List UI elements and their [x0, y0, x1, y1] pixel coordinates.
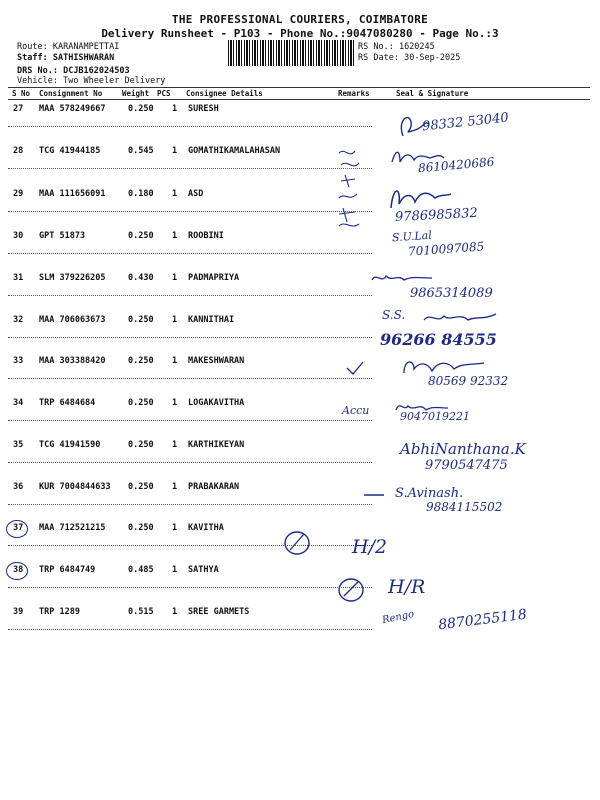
- handwritten-mark-38: H/R: [388, 576, 426, 598]
- row-consignment: MAA 712521215: [39, 523, 106, 533]
- row-sno: 35: [13, 440, 24, 450]
- table-row: [0, 356, 600, 398]
- vehicle-value: Two Wheeler Delivery: [63, 76, 166, 86]
- row-consignment: TCG 41941590: [39, 440, 101, 450]
- handwritten-phone-31: 9865314089: [410, 286, 493, 301]
- runsheet-title: Delivery Runsheet - P103 - Phone No.:9047080280 - Page No.:3: [101, 27, 499, 40]
- row-sno: 38: [13, 565, 24, 575]
- row-37-circle-mark: [6, 520, 28, 538]
- table-row: [0, 189, 600, 231]
- row-consignee: LOGAKAVITHA: [188, 398, 245, 408]
- company-title: THE PROFESSIONAL COURIERS, COIMBATORE: [171, 13, 429, 26]
- remark-dash-36: [362, 490, 386, 500]
- table-row: [0, 482, 600, 524]
- row-consignment: MAA 578249667: [39, 104, 106, 114]
- row-sno: 32: [13, 315, 24, 325]
- signature-31: [368, 268, 438, 288]
- row-consignee: ASD: [188, 189, 204, 199]
- row-weight: 0.515: [128, 607, 154, 617]
- row-separator: [8, 253, 372, 254]
- remark-circle-37: [282, 528, 312, 558]
- handwritten-phone-27: 98332 53040: [421, 110, 510, 135]
- row-consignment: KUR 7004844633: [39, 482, 111, 492]
- row-sno: 28: [13, 146, 24, 156]
- row-sno: 33: [13, 356, 24, 366]
- row-separator: [8, 629, 372, 630]
- row-weight: 0.250: [128, 231, 154, 241]
- handwritten-phone-34: 9047019221: [400, 410, 470, 423]
- row-separator: [8, 587, 372, 588]
- row-sno: 30: [13, 231, 24, 241]
- row-consignee: SREE GARMETS: [188, 607, 250, 617]
- handwritten-name-35: AbhiNanthana.K: [400, 440, 526, 458]
- row-sno: 39: [13, 607, 24, 617]
- row-consignment: MAA 303388420: [39, 356, 106, 366]
- handwritten-phone-32: 96266 84555: [380, 330, 497, 349]
- row-consignee: GOMATHIKAMALAHASAN: [188, 146, 281, 156]
- table-row: [0, 104, 600, 146]
- col-remarks: Remarks: [338, 89, 370, 98]
- col-consignment: Consignment No: [39, 89, 103, 98]
- handwritten-phone-28: 8610420686: [417, 154, 495, 176]
- row-pcs: 1: [172, 315, 178, 325]
- row-consignment: TRP 6484684: [39, 398, 96, 408]
- remark-scribble-29: [335, 190, 365, 232]
- handwritten-remark-34: Accu: [342, 404, 370, 417]
- row-weight: 0.545: [128, 146, 154, 156]
- row-separator: [8, 462, 372, 463]
- row-pcs: 1: [172, 146, 178, 156]
- row-pcs: 1: [172, 231, 178, 241]
- col-consignee: Consignee Details: [186, 89, 263, 98]
- rs-date-value: 30-Sep-2025: [404, 53, 461, 63]
- row-sno: 27: [13, 104, 24, 114]
- handwritten-phone-30: 7010097085: [407, 239, 485, 259]
- row-consignment: TRP 1289: [39, 607, 80, 617]
- handwritten-mark-37: H/2: [352, 536, 388, 558]
- drs-line: [17, 66, 130, 76]
- row-sno: 31: [13, 273, 24, 283]
- table-row: [0, 273, 600, 315]
- col-pcs: PCS: [157, 89, 171, 98]
- row-consignee: PRABAKARAN: [188, 482, 240, 492]
- row-separator: [8, 295, 372, 296]
- vehicle-line: [17, 76, 165, 86]
- row-weight: 0.250: [128, 104, 154, 114]
- header-top-rule: [8, 87, 590, 88]
- drs-label: DRS No.:: [17, 66, 58, 76]
- row-pcs: 1: [172, 104, 178, 114]
- row-38-circle-mark: [6, 562, 28, 580]
- rs-date-line: [358, 53, 460, 63]
- table-row: [0, 146, 600, 188]
- row-pcs: 1: [172, 356, 178, 366]
- row-consignment: SLM 379226205: [39, 273, 106, 283]
- row-weight: 0.250: [128, 315, 154, 325]
- staff-value: SATHISHWARAN: [52, 53, 115, 63]
- row-weight: 0.250: [128, 440, 154, 450]
- row-separator: [8, 420, 372, 421]
- row-weight: 0.250: [128, 356, 154, 366]
- handwritten-phone-36: 9884115502: [426, 500, 503, 514]
- row-sno: 37: [13, 523, 24, 533]
- row-separator: [8, 211, 372, 212]
- route-label: Route:: [17, 42, 48, 52]
- row-weight: 0.250: [128, 523, 154, 533]
- row-consignee: KARTHIKEYAN: [188, 440, 245, 450]
- staff-label: Staff:: [17, 53, 48, 63]
- row-pcs: 1: [172, 523, 178, 533]
- row-weight: 0.180: [128, 189, 154, 199]
- row-pcs: 1: [172, 565, 178, 575]
- route-value: KARANAMPETTAI: [52, 42, 120, 52]
- row-separator: [8, 545, 372, 546]
- row-pcs: 1: [172, 482, 178, 492]
- staff-line: [17, 53, 114, 63]
- row-consignee: SATHYA: [188, 565, 219, 575]
- handwritten-phone-39: 8870255118: [437, 606, 528, 634]
- remark-circle-38: [336, 576, 366, 604]
- row-weight: 0.250: [128, 398, 154, 408]
- row-consignee: KANNITHAI: [188, 315, 235, 325]
- row-consignment: MAA 706063673: [39, 315, 106, 325]
- row-pcs: 1: [172, 273, 178, 283]
- row-consignment: MAA 111656091: [39, 189, 106, 199]
- row-weight: 0.430: [128, 273, 154, 283]
- table-row: [0, 565, 600, 607]
- table-row: [0, 228, 600, 273]
- col-seal: Seal & Signature: [396, 89, 469, 98]
- handwritten-name-30: S.U.Lal: [391, 228, 433, 245]
- handwritten-phone-29: 9786985832: [394, 205, 479, 226]
- row-consignment: TRP 6484749: [39, 565, 96, 575]
- rs-date-label: RS Date:: [358, 53, 399, 63]
- row-sno: 36: [13, 482, 24, 492]
- row-consignee: PADMAPRIYA: [188, 273, 240, 283]
- rs-no-line: [358, 42, 435, 52]
- header-bottom-rule: [8, 99, 590, 100]
- handwritten-name-32: S.S.: [382, 308, 406, 322]
- row-separator: [8, 168, 372, 169]
- row-separator: [8, 378, 372, 379]
- remark-tick-33: [345, 360, 365, 378]
- handwritten-remark-39: Rengo: [381, 608, 416, 627]
- barcode: [228, 40, 354, 66]
- row-consignment: TCG 41944185: [39, 146, 101, 156]
- row-consignment: GPT 51873: [39, 231, 86, 241]
- handwritten-name-36: S.Avinash.: [395, 486, 464, 501]
- table-row: [0, 398, 600, 440]
- rs-no-value: 1620245: [398, 42, 435, 52]
- row-consignee: MAKESHWARAN: [188, 356, 245, 366]
- row-sno: 34: [13, 398, 24, 408]
- row-consignee: KAVITHA: [188, 523, 224, 533]
- row-pcs: 1: [172, 440, 178, 450]
- drs-value: DCJB162024503: [63, 66, 130, 76]
- handwritten-phone-35: 9790547475: [425, 458, 508, 473]
- row-separator: [8, 504, 372, 505]
- rs-no-label: RS No.:: [358, 42, 394, 52]
- row-sno: 29: [13, 189, 24, 199]
- row-weight: 0.250: [128, 482, 154, 492]
- col-weight: Weight: [122, 89, 150, 98]
- row-pcs: 1: [172, 398, 178, 408]
- remark-scribble-28: [335, 145, 365, 190]
- signature-32: [420, 308, 500, 328]
- table-row: [0, 315, 600, 357]
- route-line: [17, 42, 119, 52]
- col-sno: S No: [12, 89, 31, 98]
- row-consignee: ROOBINI: [188, 231, 224, 241]
- row-pcs: 1: [172, 189, 178, 199]
- row-consignee: SURESH: [188, 104, 219, 114]
- row-pcs: 1: [172, 607, 178, 617]
- vehicle-label: Vehicle:: [17, 76, 58, 86]
- row-weight: 0.485: [128, 565, 154, 575]
- handwritten-phone-33: 80569 92332: [428, 374, 509, 388]
- row-separator: [8, 337, 372, 338]
- row-separator: [8, 126, 372, 127]
